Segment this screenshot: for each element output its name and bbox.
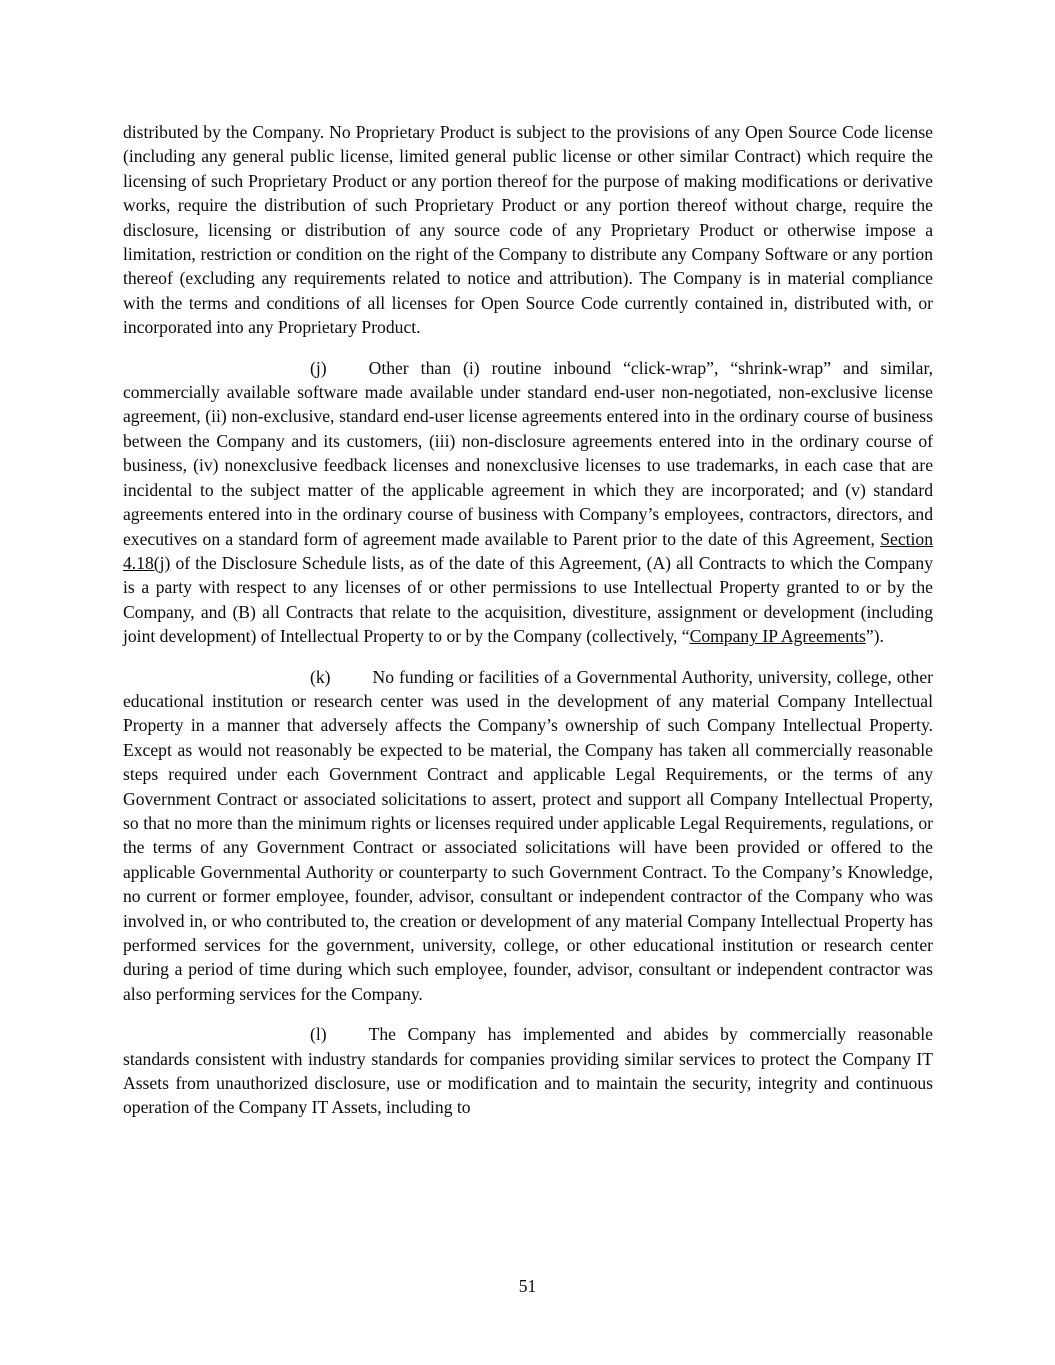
company-ip-agreements-defined-term: Company IP Agreements [689, 626, 866, 647]
paragraph-l [123, 1022, 933, 1120]
paragraph-l-label: (l) [310, 1024, 327, 1045]
paragraph-l-text: The Company has implemented and abides by commercially reasonable standards consistent with industry standards for companies providing similar services to protect the Company IT Assets from unauthorized disclosure, use or modification and to maintain the security, integrity and continuous operation of the Company IT Assets, including to [123, 1024, 933, 1118]
document-body [123, 120, 933, 1136]
paragraph-j-text-between-refs: of the Disclosure Schedule lists, as of the date of this Agreement, (A) all Contracts to which the Company is a party with respect to any licenses of or other permissions to use Intellectual Property granted to or by the Company, and (B) all Contracts that relate to the acquisition, divestiture, assignment or development (including joint development) of Intellectual Property to or by the Company (collectively, “ [123, 552, 933, 647]
paragraph-j-text-before-ref1: Other than (i) routine inbound “click-wrap”, “shrink-wrap” and similar, commercially available software made available under standard end-user non-negotiated, non-exclusive license agreement, (ii) non-exclusive, standard end-user license agreements entered into in the ordinary course of business between the Company and its customers, (iii) non-disclosure agreements entered into in the ordinary course of business, (iv) nonexclusive feedback licenses and nonexclusive licenses to use trademarks, in each case that are incidental to the subject matter of the applicable agreement in which they are incorporated; and (v) standard agreements entered into in the ordinary course of business with Company’s employees, contractors, directors, and executives on a standard form of agreement made available to Parent prior to the date of this Agreement, [123, 357, 933, 549]
paragraph-j [123, 356, 933, 649]
paragraph-j-label: (j) [310, 357, 327, 378]
page-number: 51 [518, 1276, 537, 1296]
paragraph-j-text-after-ref2: ”). [865, 626, 884, 647]
paragraph-k-text: No funding or facilities of a Governmental Authority, university, college, other educational institution or research center was used in the development of any material Company Intellectual Property in a manner that adversely affects the Company’s ownership of such Company Intellectual Property. Except as would not reasonably be expected to be material, the Company has taken all commercially reasonable steps required under each Government Contract and applicable Legal Requirements, or the terms of any Government Contract or associated solicitations to assert, protect and support all Company Intellectual Property, so that no more than the minimum rights or licenses required under applicable Legal Requirements, regulations, or the terms of any Government Contract or associated solicitations will have been provided or offered to the applicable Governmental Authority or counterparty to such Government Contract. To the Company’s Knowledge, no current or former employee, founder, advisor, consultant or independent contractor of the Company who was involved in, or who contributed to, the creation or development of any material Company Intellectual Property has performed services for the government, university, college, or other educational institution or research center during a period of time during which such employee, founder, advisor, consultant or independent contractor was also performing services for the Company. [123, 666, 933, 1004]
paragraph-open-source [123, 120, 933, 340]
section-4-18-j-reference: Section 4.18(j) [123, 528, 933, 573]
paragraph-k [123, 665, 933, 1007]
paragraph-open-source-text: distributed by the Company. No Proprietary Product is subject to the provisions of any Open Source Code license (including any general public license, limited general public license or other similar Contract) which require the licensing of such Proprietary Product or any portion thereof for the purpose of making modifications or derivative works, require the distribution of such Proprietary Product or any portion thereof without charge, require the disclosure, licensing or distribution of any source code of any Proprietary Product or otherwise impose a limitation, restriction or condition on the right of the Company to distribute any Company Software or any portion thereof (excluding any requirements related to notice and attribution). The Company is in material compliance with the terms and conditions of all licenses for Open Source Code currently contained in, distributed with, or incorporated into any Proprietary Product. [123, 122, 933, 338]
paragraph-k-label: (k) [310, 666, 331, 687]
